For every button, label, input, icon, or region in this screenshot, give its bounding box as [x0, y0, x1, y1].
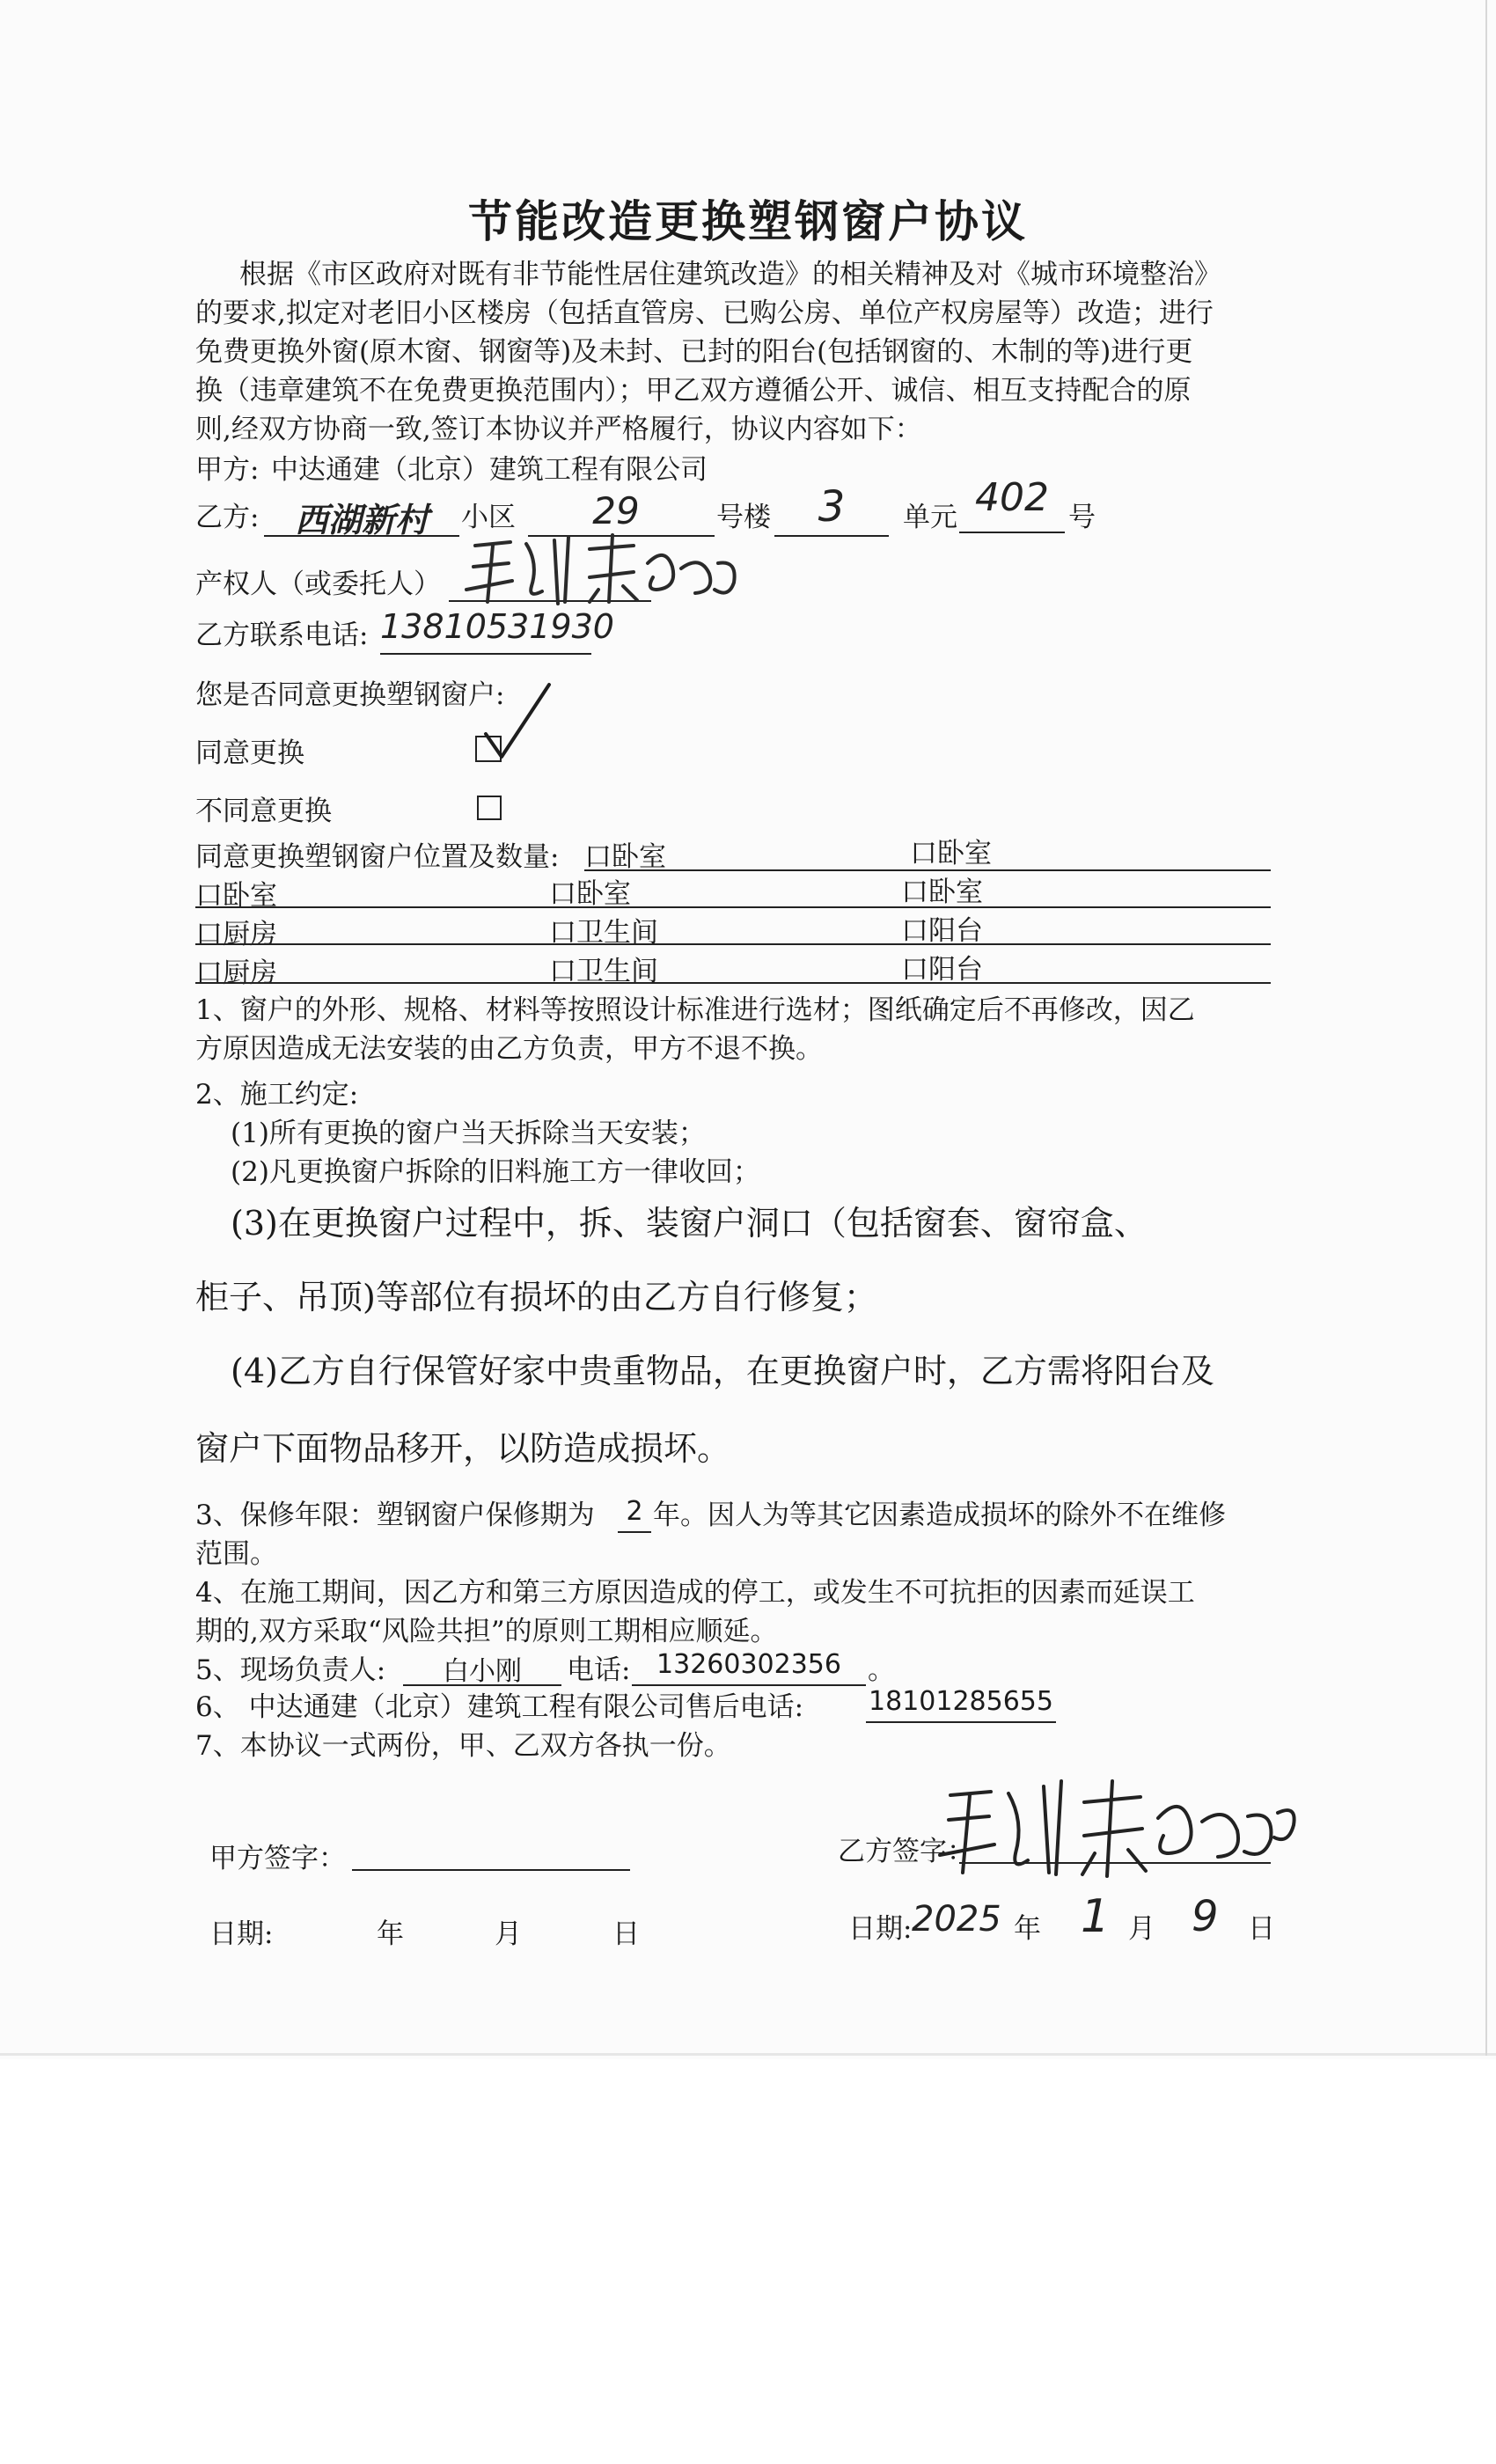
term-2-item-3-line-2: 柜子、吊顶)等部位有损坏的由乙方自行修复； — [195, 1278, 877, 1316]
disagree-label: 不同意更换 — [195, 796, 332, 827]
party-a-sign-line[interactable] — [352, 1869, 630, 1871]
term-4-line-1: 4、在施工期间，因乙方和第三方原因造成的停工，或发生不可抗拒的因素而延误工 — [195, 1577, 1195, 1609]
site-manager-phone: 13260302356 — [656, 1649, 841, 1680]
term-1-line-2: 方原因造成无法安装的由乙方负责，甲方不退不换。 — [195, 1033, 823, 1065]
phone-underline — [380, 653, 591, 655]
owner-signature-image — [458, 528, 748, 607]
term-5-prefix: 5、现场负责人: — [195, 1654, 386, 1686]
party-b-month-value: 1 — [1081, 1890, 1111, 1943]
intro-line-5: 则,经双方协商一致,签订本协议并严格履行，协议内容如下： — [195, 414, 922, 445]
term-2-item-3-line-1: (3)在更换窗户过程中，拆、装窗户洞口（包括窗套、窗帘盒、 — [231, 1204, 1148, 1243]
warranty-years-value: 2 — [626, 1496, 643, 1527]
term-2-item-1: (1)所有更换的窗户当天拆除当天安装； — [231, 1118, 706, 1149]
party-a-date-label: 日期: — [209, 1918, 274, 1950]
intro-line-4: 换（违章建筑不在免费更换范围内）；甲乙双方遵循公开、诚信、相互支持配合的原 — [195, 375, 1192, 407]
position-r1-c2: 口卧室 — [910, 838, 992, 869]
term-2-heading: 2、施工约定: — [195, 1079, 359, 1111]
room-underline — [959, 532, 1065, 533]
positions-label: 同意更换塑钢窗户位置及数量: — [195, 841, 560, 873]
site-manager-underline — [403, 1684, 561, 1686]
party-a-month-label: 月 — [495, 1918, 522, 1950]
intro-line-1: 根据《市区政府对既有非节能性居住建筑改造》的相关精神及对《城市环境整治》 — [239, 259, 1221, 290]
room-suffix: 号 — [1068, 502, 1096, 533]
term-3-prefix: 3、保修年限：塑钢窗户保修期为 — [195, 1500, 595, 1531]
term-2-item-2: (2)凡更换窗户拆除的旧料施工方一律收回； — [231, 1156, 760, 1188]
party-a-label: 甲方: — [195, 454, 260, 486]
position-r1-c1: 口卧室 — [584, 841, 666, 873]
position-row-2-line — [195, 906, 1271, 908]
community-suffix: 小区 — [461, 502, 516, 533]
term-5-phone-label: 电话: — [567, 1654, 631, 1686]
term-2-item-4-line-2: 窗户下面物品移开，以防造成损坏。 — [195, 1429, 731, 1468]
term-3-line-2: 范围。 — [195, 1538, 277, 1570]
building-suffix: 号楼 — [716, 502, 771, 533]
intro-line-3: 免费更换外窗(原木窗、钢窗等)及未封、已封的阳台(包括钢窗的、木制的等)进行更 — [195, 336, 1193, 368]
position-r2-c3: 口卧室 — [901, 876, 983, 908]
unit-value: 3 — [818, 482, 846, 532]
consent-question: 您是否同意更换塑钢窗户: — [195, 679, 505, 711]
phone-label: 乙方联系电话: — [195, 620, 369, 651]
position-row-1-line — [584, 869, 1271, 871]
agree-checkmark-icon — [482, 678, 553, 766]
party-b-sign-label: 乙方签字： — [838, 1836, 974, 1867]
party-a-name: 中达通建（北京）建筑工程有限公司 — [271, 454, 708, 486]
position-r3-c2: 口卫生间 — [549, 917, 658, 949]
term-6-prefix: 6、 中达通建（北京）建筑工程有限公司售后电话: — [195, 1691, 804, 1723]
term-7: 7、本协议一式两份，甲、乙双方各执一份。 — [195, 1730, 731, 1762]
position-r2-c1: 口卧室 — [195, 880, 277, 912]
party-b-day-label: 日 — [1248, 1913, 1275, 1945]
phone-value: 13810531930 — [380, 607, 614, 646]
party-b-year-value: 2025 — [912, 1899, 1001, 1940]
position-r4-c3: 口阳台 — [901, 954, 983, 986]
after-sales-phone-underline — [866, 1721, 1056, 1723]
party-a-sign-label: 甲方签字： — [209, 1843, 346, 1874]
party-b-year-label: 年 — [1014, 1913, 1041, 1945]
term-3-suffix: 年。因人为等其它因素造成损坏的除外不在维修 — [653, 1500, 1226, 1531]
scan-bottom-edge — [0, 2053, 1496, 2056]
party-a-day-label: 日 — [612, 1918, 640, 1950]
intro-line-2: 的要求,拟定对老旧小区楼房（包括直管房、已购公房、单位产权房屋等）改造；进行 — [195, 297, 1214, 329]
site-manager-name: 白小刚 — [443, 1656, 522, 1687]
community-value: 西湖新村 — [294, 501, 429, 539]
term-1-line-1: 1、窗户的外形、规格、材料等按照设计标准进行选材；图纸确定后不再修改，因乙 — [195, 994, 1195, 1026]
disagree-checkbox[interactable] — [477, 796, 502, 820]
position-r4-c2: 口卫生间 — [549, 956, 658, 987]
community-underline — [264, 535, 459, 537]
party-b-label: 乙方: — [195, 502, 260, 533]
position-r2-c2: 口卧室 — [549, 878, 631, 910]
term-2-item-4-line-1: (4)乙方自行保管好家中贵重物品，在更换窗户时，乙方需将阳台及 — [231, 1352, 1214, 1390]
position-row-4-line — [195, 982, 1271, 984]
agree-label: 同意更换 — [195, 737, 304, 769]
position-r3-c3: 口阳台 — [901, 915, 983, 947]
position-r4-c1: 口厨房 — [195, 957, 277, 989]
building-value: 29 — [592, 489, 640, 532]
party-a-year-label: 年 — [377, 1918, 404, 1950]
party-b-signature-image — [933, 1769, 1302, 1883]
party-b-month-label: 月 — [1128, 1913, 1155, 1945]
term-5-end: 。 — [868, 1654, 895, 1686]
after-sales-phone: 18101285655 — [869, 1686, 1053, 1717]
party-b-day-value: 9 — [1192, 1892, 1219, 1941]
term-4-line-2: 期的,双方采取“风险共担”的原则工期相应顺延。 — [195, 1616, 778, 1647]
warranty-years-underline — [618, 1531, 651, 1533]
unit-suffix: 单元 — [903, 502, 957, 533]
party-b-date-label: 日期: — [848, 1913, 913, 1945]
owner-label: 产权人（或委托人） — [195, 568, 441, 600]
position-row-3-line — [195, 943, 1271, 945]
document-title: 节能改造更换塑钢窗户协议 — [468, 195, 1028, 247]
unit-underline — [774, 535, 889, 537]
position-r3-c1: 口厨房 — [195, 919, 277, 950]
scan-right-edge — [1485, 0, 1487, 2056]
site-manager-phone-underline — [632, 1684, 866, 1686]
room-value: 402 — [975, 475, 1049, 520]
